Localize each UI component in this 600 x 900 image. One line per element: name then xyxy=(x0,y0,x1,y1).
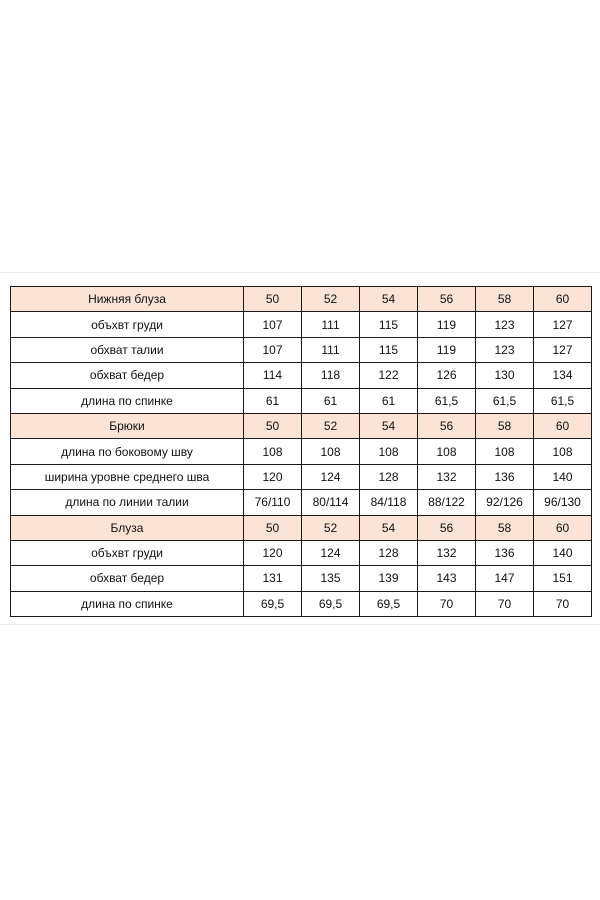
size-cell: 54 xyxy=(360,413,418,438)
table-row xyxy=(11,388,592,413)
value-cell: 108 xyxy=(302,439,360,464)
section-header-trousers xyxy=(11,413,592,438)
value-cell: 119 xyxy=(418,312,476,337)
size-cell: 56 xyxy=(418,515,476,540)
value-cell: 134 xyxy=(534,363,592,388)
section-title: Нижняя блуза xyxy=(11,287,244,312)
value-cell: 84/118 xyxy=(360,490,418,515)
size-cell: 58 xyxy=(476,515,534,540)
value-cell: 120 xyxy=(244,540,302,565)
size-cell: 54 xyxy=(360,515,418,540)
value-cell: 140 xyxy=(534,540,592,565)
value-cell: 70 xyxy=(534,591,592,616)
value-cell: 70 xyxy=(418,591,476,616)
value-cell: 128 xyxy=(360,540,418,565)
row-label: обхват талии xyxy=(11,337,244,362)
gridline-bottom xyxy=(0,624,600,625)
section-title: Блуза xyxy=(11,515,244,540)
value-cell: 61 xyxy=(360,388,418,413)
table-row xyxy=(11,490,592,515)
size-cell: 50 xyxy=(244,287,302,312)
row-label: объхвт груди xyxy=(11,540,244,565)
value-cell: 115 xyxy=(360,337,418,362)
size-cell: 50 xyxy=(244,413,302,438)
table-row xyxy=(11,566,592,591)
table-row xyxy=(11,540,592,565)
value-cell: 147 xyxy=(476,566,534,591)
size-cell: 56 xyxy=(418,287,476,312)
value-cell: 80/114 xyxy=(302,490,360,515)
value-cell: 69,5 xyxy=(244,591,302,616)
value-cell: 69,5 xyxy=(360,591,418,616)
size-cell: 60 xyxy=(534,287,592,312)
row-label: обхват бедер xyxy=(11,566,244,591)
value-cell: 107 xyxy=(244,312,302,337)
row-label: обхват бедер xyxy=(11,363,244,388)
size-cell: 52 xyxy=(302,287,360,312)
value-cell: 123 xyxy=(476,312,534,337)
value-cell: 124 xyxy=(302,540,360,565)
value-cell: 96/130 xyxy=(534,490,592,515)
size-cell: 60 xyxy=(534,413,592,438)
row-label: ширина уровне среднего шва xyxy=(11,464,244,489)
size-cell: 54 xyxy=(360,287,418,312)
row-label: длина по спинке xyxy=(11,388,244,413)
table-row xyxy=(11,439,592,464)
value-cell: 136 xyxy=(476,540,534,565)
value-cell: 108 xyxy=(534,439,592,464)
value-cell: 69,5 xyxy=(302,591,360,616)
value-cell: 135 xyxy=(302,566,360,591)
table-row xyxy=(11,337,592,362)
value-cell: 132 xyxy=(418,464,476,489)
value-cell: 126 xyxy=(418,363,476,388)
size-cell: 56 xyxy=(418,413,476,438)
row-label: длина по линии талии xyxy=(11,490,244,515)
value-cell: 108 xyxy=(244,439,302,464)
section-header-lower-blouse xyxy=(11,287,592,312)
size-cell: 58 xyxy=(476,287,534,312)
size-cell: 52 xyxy=(302,515,360,540)
size-cell: 58 xyxy=(476,413,534,438)
value-cell: 92/126 xyxy=(476,490,534,515)
value-cell: 128 xyxy=(360,464,418,489)
table-row xyxy=(11,464,592,489)
size-cell: 50 xyxy=(244,515,302,540)
value-cell: 61,5 xyxy=(476,388,534,413)
value-cell: 123 xyxy=(476,337,534,362)
section-header-blouse xyxy=(11,515,592,540)
size-chart-table xyxy=(10,286,592,617)
value-cell: 61 xyxy=(244,388,302,413)
table-row xyxy=(11,591,592,616)
value-cell: 70 xyxy=(476,591,534,616)
value-cell: 61,5 xyxy=(418,388,476,413)
value-cell: 139 xyxy=(360,566,418,591)
gridline-top xyxy=(0,272,600,273)
value-cell: 76/110 xyxy=(244,490,302,515)
value-cell: 108 xyxy=(476,439,534,464)
value-cell: 130 xyxy=(476,363,534,388)
value-cell: 120 xyxy=(244,464,302,489)
value-cell: 140 xyxy=(534,464,592,489)
value-cell: 115 xyxy=(360,312,418,337)
value-cell: 131 xyxy=(244,566,302,591)
row-label: длина по спинке xyxy=(11,591,244,616)
value-cell: 124 xyxy=(302,464,360,489)
value-cell: 122 xyxy=(360,363,418,388)
value-cell: 119 xyxy=(418,337,476,362)
value-cell: 111 xyxy=(302,337,360,362)
value-cell: 127 xyxy=(534,337,592,362)
value-cell: 143 xyxy=(418,566,476,591)
value-cell: 151 xyxy=(534,566,592,591)
value-cell: 108 xyxy=(360,439,418,464)
value-cell: 107 xyxy=(244,337,302,362)
table-row xyxy=(11,363,592,388)
value-cell: 132 xyxy=(418,540,476,565)
value-cell: 136 xyxy=(476,464,534,489)
row-label: длина по боковому шву xyxy=(11,439,244,464)
row-label: объхвт груди xyxy=(11,312,244,337)
section-title: Брюки xyxy=(11,413,244,438)
value-cell: 61 xyxy=(302,388,360,413)
table-row xyxy=(11,312,592,337)
value-cell: 118 xyxy=(302,363,360,388)
value-cell: 111 xyxy=(302,312,360,337)
value-cell: 108 xyxy=(418,439,476,464)
value-cell: 88/122 xyxy=(418,490,476,515)
value-cell: 61,5 xyxy=(534,388,592,413)
size-cell: 52 xyxy=(302,413,360,438)
value-cell: 114 xyxy=(244,363,302,388)
value-cell: 127 xyxy=(534,312,592,337)
size-cell: 60 xyxy=(534,515,592,540)
